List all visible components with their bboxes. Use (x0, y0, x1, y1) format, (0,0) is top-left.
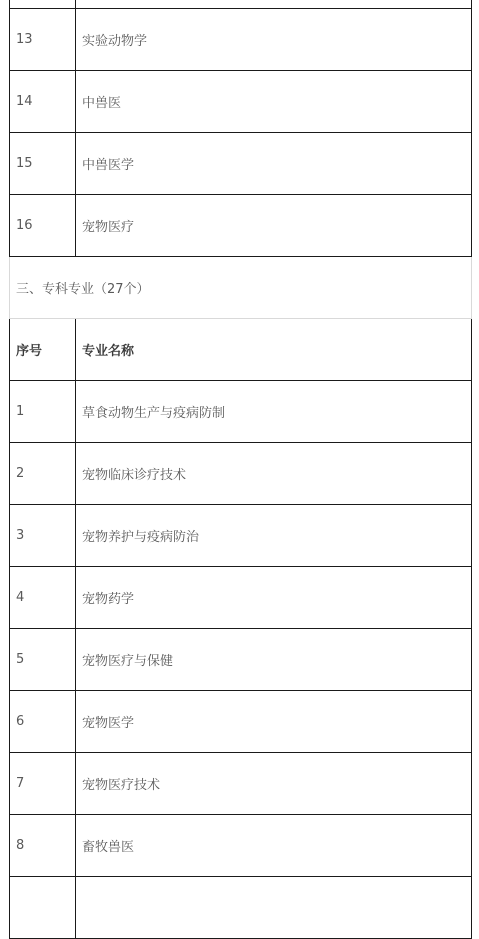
major-name: 宠物药学 (76, 567, 472, 629)
table-row (10, 629, 472, 691)
major-name: 宠物医疗技术 (76, 753, 472, 815)
row-number: 14 (10, 71, 76, 133)
table-row (10, 71, 472, 133)
row-number: 3 (10, 505, 76, 567)
major-name: 宠物医疗 (76, 195, 472, 257)
major-table (9, 0, 472, 939)
major-name: 宠物医疗与保健 (76, 629, 472, 691)
major-name: 中兽医学 (76, 133, 472, 195)
major-name: 畜牧兽医 (76, 815, 472, 877)
section-heading-row (10, 257, 472, 319)
row-number: 1 (10, 381, 76, 443)
table-row (10, 877, 472, 939)
major-name: 中兽医 (76, 71, 472, 133)
major-name: 草食动物生产与疫病防制 (76, 381, 472, 443)
major-name: 宠物养护与疫病防治 (76, 505, 472, 567)
section-title: 三、专科专业（27个） (10, 257, 472, 319)
table-header-row (10, 319, 472, 381)
row-number: 5 (10, 629, 76, 691)
table-row (10, 505, 472, 567)
header-name: 专业名称 (76, 319, 472, 381)
major-name: 宠物临床诊疗技术 (76, 443, 472, 505)
row-number: 8 (10, 815, 76, 877)
row-number: 16 (10, 195, 76, 257)
table-row (10, 0, 472, 9)
table-row (10, 9, 472, 71)
table-row (10, 443, 472, 505)
row-number: 7 (10, 753, 76, 815)
major-name (76, 877, 472, 939)
major-name (76, 0, 472, 9)
row-number: 4 (10, 567, 76, 629)
table-row (10, 691, 472, 753)
table-row (10, 567, 472, 629)
row-number: 15 (10, 133, 76, 195)
row-number (10, 877, 76, 939)
table-row (10, 381, 472, 443)
table-row (10, 753, 472, 815)
table-row (10, 133, 472, 195)
row-number: 6 (10, 691, 76, 753)
row-number: 13 (10, 9, 76, 71)
table-row (10, 815, 472, 877)
row-number (10, 0, 76, 9)
major-name: 宠物医学 (76, 691, 472, 753)
header-number: 序号 (10, 319, 76, 381)
major-name: 实验动物学 (76, 9, 472, 71)
row-number: 2 (10, 443, 76, 505)
table-row (10, 195, 472, 257)
